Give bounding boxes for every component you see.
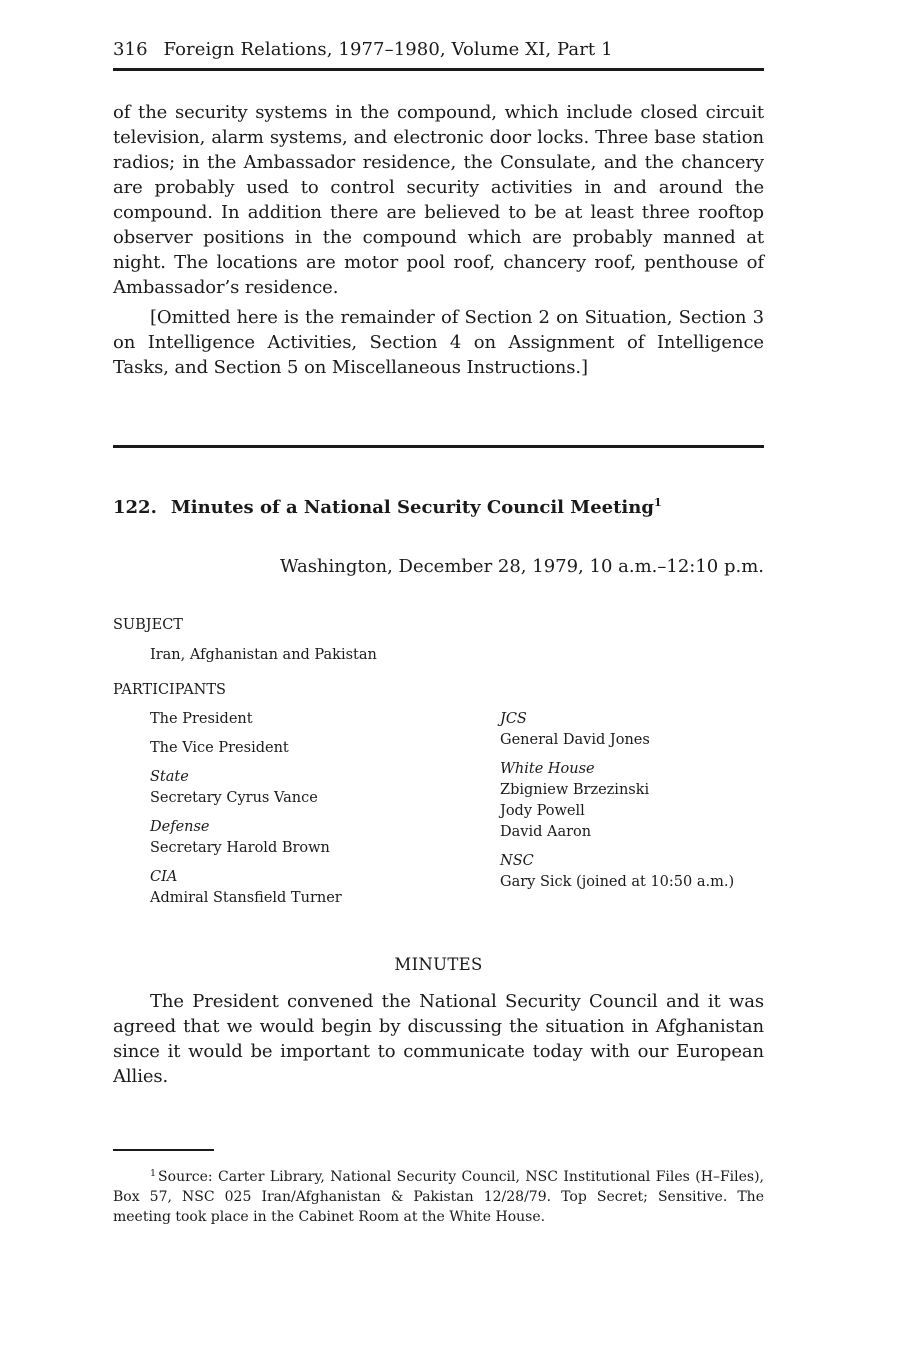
agency-label-cia: CIA — [150, 869, 178, 885]
participant-nsc: Gary Sick (joined at 10:50 a.m.) — [500, 874, 735, 890]
participant-white-house-1: Zbigniew Brzezinski — [500, 782, 650, 798]
running-head — [113, 38, 764, 62]
participant-state: Secretary Cyrus Vance — [150, 790, 318, 806]
omitted-note: [Omitted here is the remainder of Section 2 on Situation, Section 3 on Intelligence Activities, Section 4 on Assignment of Intelligence Tasks, and Section 5 on Miscellaneous Instructions.] — [113, 307, 764, 378]
agency-label-white-house: White House — [500, 761, 595, 777]
header-rule — [113, 68, 764, 71]
agency-label-defense: Defense — [150, 819, 210, 835]
document-title: Minutes of a National Security Council Meeting — [170, 497, 654, 518]
footnote-ref: 1 — [653, 496, 662, 509]
minutes-paragraph: The President convened the National Security Council and it was agreed that we would begin by discussing the situation in Afghanistan since it would be important to communicate today with our European Allies. — [113, 991, 764, 1087]
participant-white-house-3: David Aaron — [500, 824, 592, 840]
document-number: 122. — [113, 497, 157, 518]
continuation-paragraph: of the security systems in the compound, which include closed circuit television, alarm systems, and electronic door locks. Three base station radios; in the Ambassador residence, the Consulate, and the chancery are probably used to control security activities in and around the compound. In addition there are believed to be at least three rooftop observer positions in the compound which are probably manned at night. The locations are motor pool roof, chancery roof, penthouse of Ambassador’s residence. — [113, 102, 764, 298]
participant-defense: Secretary Harold Brown — [150, 840, 330, 856]
footnote — [113, 1164, 764, 1227]
section-rule — [113, 445, 764, 448]
participants-label: PARTICIPANTS — [113, 682, 226, 698]
participant-white-house-2: Jody Powell — [500, 803, 585, 819]
page-number: 316 — [113, 39, 148, 60]
footnote-rule — [113, 1149, 214, 1151]
volume-title: Foreign Relations, 1977–1980, Volume XI, Part 1 — [163, 39, 613, 60]
minutes-heading: MINUTES — [394, 955, 483, 974]
footnote-marker: 1 — [150, 1168, 157, 1179]
participant-president: The President — [150, 711, 253, 727]
agency-label-nsc: NSC — [500, 853, 534, 869]
participant-vice-president: The Vice President — [150, 740, 289, 756]
agency-label-state: State — [150, 769, 189, 785]
footnote-text: Source: Carter Library, National Security Council, NSC Institutional Files (H–Files), Box 57, NSC 025 Iran/Afghanistan & Pakistan 12/28/79. Top Secret; Sensitive. The meeting took place in the Cabinet Room at the White House. — [113, 1169, 764, 1225]
participant-cia: Admiral Stansfield Turner — [150, 890, 342, 906]
participant-jcs: General David Jones — [500, 732, 650, 748]
document-heading — [113, 490, 764, 521]
subject-value: Iran, Afghanistan and Pakistan — [150, 647, 377, 663]
dateline: Washington, December 28, 1979, 10 a.m.–12:10 p.m. — [280, 556, 764, 577]
subject-label: SUBJECT — [113, 617, 183, 633]
agency-label-jcs: JCS — [500, 711, 527, 727]
